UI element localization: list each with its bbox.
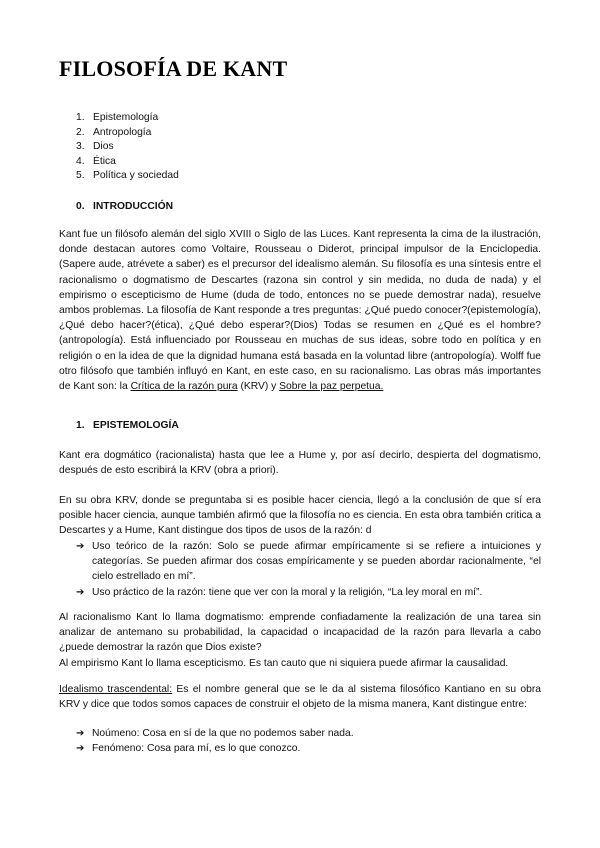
toc-item: 3. Dios [76, 141, 114, 153]
idealism-term: Idealismo trascendental: [59, 684, 173, 695]
toc-item: 2. Antropología [76, 126, 152, 138]
list-item: ➔ Fenómeno: Cosa para mí, es lo que conozco. [76, 741, 541, 756]
arrow-bullet-icon: ➔ [76, 586, 85, 598]
table-of-contents [76, 111, 179, 184]
intro-heading: 0. INTRODUCCIÓN [76, 201, 174, 212]
noumeno-fenomeno-list [76, 726, 541, 756]
arrow-bullet-icon: ➔ [76, 728, 85, 739]
epistemologia-paragraph-1: Kant era dogmático (racionalista) hasta que lee a Hume y, por así decirlo, despierta del dogmatismo, después de esto escribirá la KRV (obra a priori). [59, 450, 541, 477]
uses-of-reason-list [76, 539, 541, 600]
toc-item: 1. Epistemología [76, 112, 159, 123]
arrow-bullet-icon: ➔ [76, 743, 85, 755]
page-title: FILOSOFÍA DE KANT [59, 56, 288, 81]
work-link-paz: Sobre la paz perpetua. [279, 381, 384, 393]
epistemologia-heading: 1. EPISTEMOLOGÍA [76, 420, 179, 431]
list-item: ➔ Noúmeno: Cosa en sí de la que no podemos saber nada. [76, 726, 541, 741]
toc-item: 4. Ética [76, 155, 116, 167]
epistemologia-paragraph-2: En su obra KRV, donde se preguntaba si es posible hacer ciencia, llegó a la conclusión de que sí era posible hacer ciencia, aunque también afirmó que la filosofía no es ciencia. En esta obra también critica a Descartes y a Hume, Kant distingue dos tipos de usos de la razón: d [59, 495, 541, 537]
arrow-bullet-icon: ➔ [76, 541, 85, 552]
list-item: ➔ Uso práctico de la razón: tiene que ver con la moral y la religión, “La ley moral en mí”. [76, 585, 541, 600]
work-link-critica: Crítica de la razón pura [130, 381, 238, 393]
intro-paragraph: Kant fue un filósofo alemán del siglo XVIII o Siglo de las Luces. Kant representa la cima de la ilustración, donde destacan autores como Voltaire, Rousseau o Diderot, principal impulsor de la Enciclopedia. (Sapere aude, atrévete a saber) es el precursor del idealismo alemán. Su filosofía es una síntesis entre el racionalismo o dogmatismo de Descartes (razona sin control y sin medida, no duda de nada) y el empirismo o escepticismo de Hume (duda de todo, entonces no se puede demostrar nada), resuelve ambos problemas. La filosofía de Kant responde a tres preguntas: ¿Qué puedo conocer?(epistemología), ¿Qué debo hacer?(ética), ¿Qué debo esperar?(Dios) Todas se resumen en ¿Qué es el hombre?(antropología). Está influenciado por Rousseau en muchas de sus ideas, sobre todo en política y en religión o en la idea de que la dignidad humana está basada en la voluntad libre (antropología). Wolff fue otro filósofo que también influyó en Kant, en este caso, en su racionalismo. Las obras más importantes de Kant son: la Crítica de la razón pura (KRV) y Sobre la paz perpetua. [59, 229, 541, 393]
toc-item: 5. Política y sociedad [76, 170, 179, 182]
dogmatism-paragraph: Al racionalismo Kant lo llama dogmatismo: emprende confiadamente la realización de una tarea sin analizar de antemano su probabilidad, la capacidad o incapacidad de la razón para llevarla a cabo ¿puede demostrar la razón que Dios existe? Al empirismo Kant lo llama escepticismo. Es tan cauto que ni siquiera puede afirmar la causalidad. [59, 612, 541, 669]
list-item: ➔ Uso teórico de la razón: Solo se puede afirmar empíricamente si se refiere a intuiciones y categorías. Se pueden afirmar dos cosas empíricamente y se pueden abordar racionalmente, “el cielo estrellado en mí”. [76, 539, 541, 585]
idealism-paragraph: Idealismo trascendental: Es el nombre general que se le da al sistema filosófico Kantiano en su obra KRV y dice que todos somos capaces de construir el objeto de la misma manera, Kant distingue entre: [59, 684, 541, 711]
